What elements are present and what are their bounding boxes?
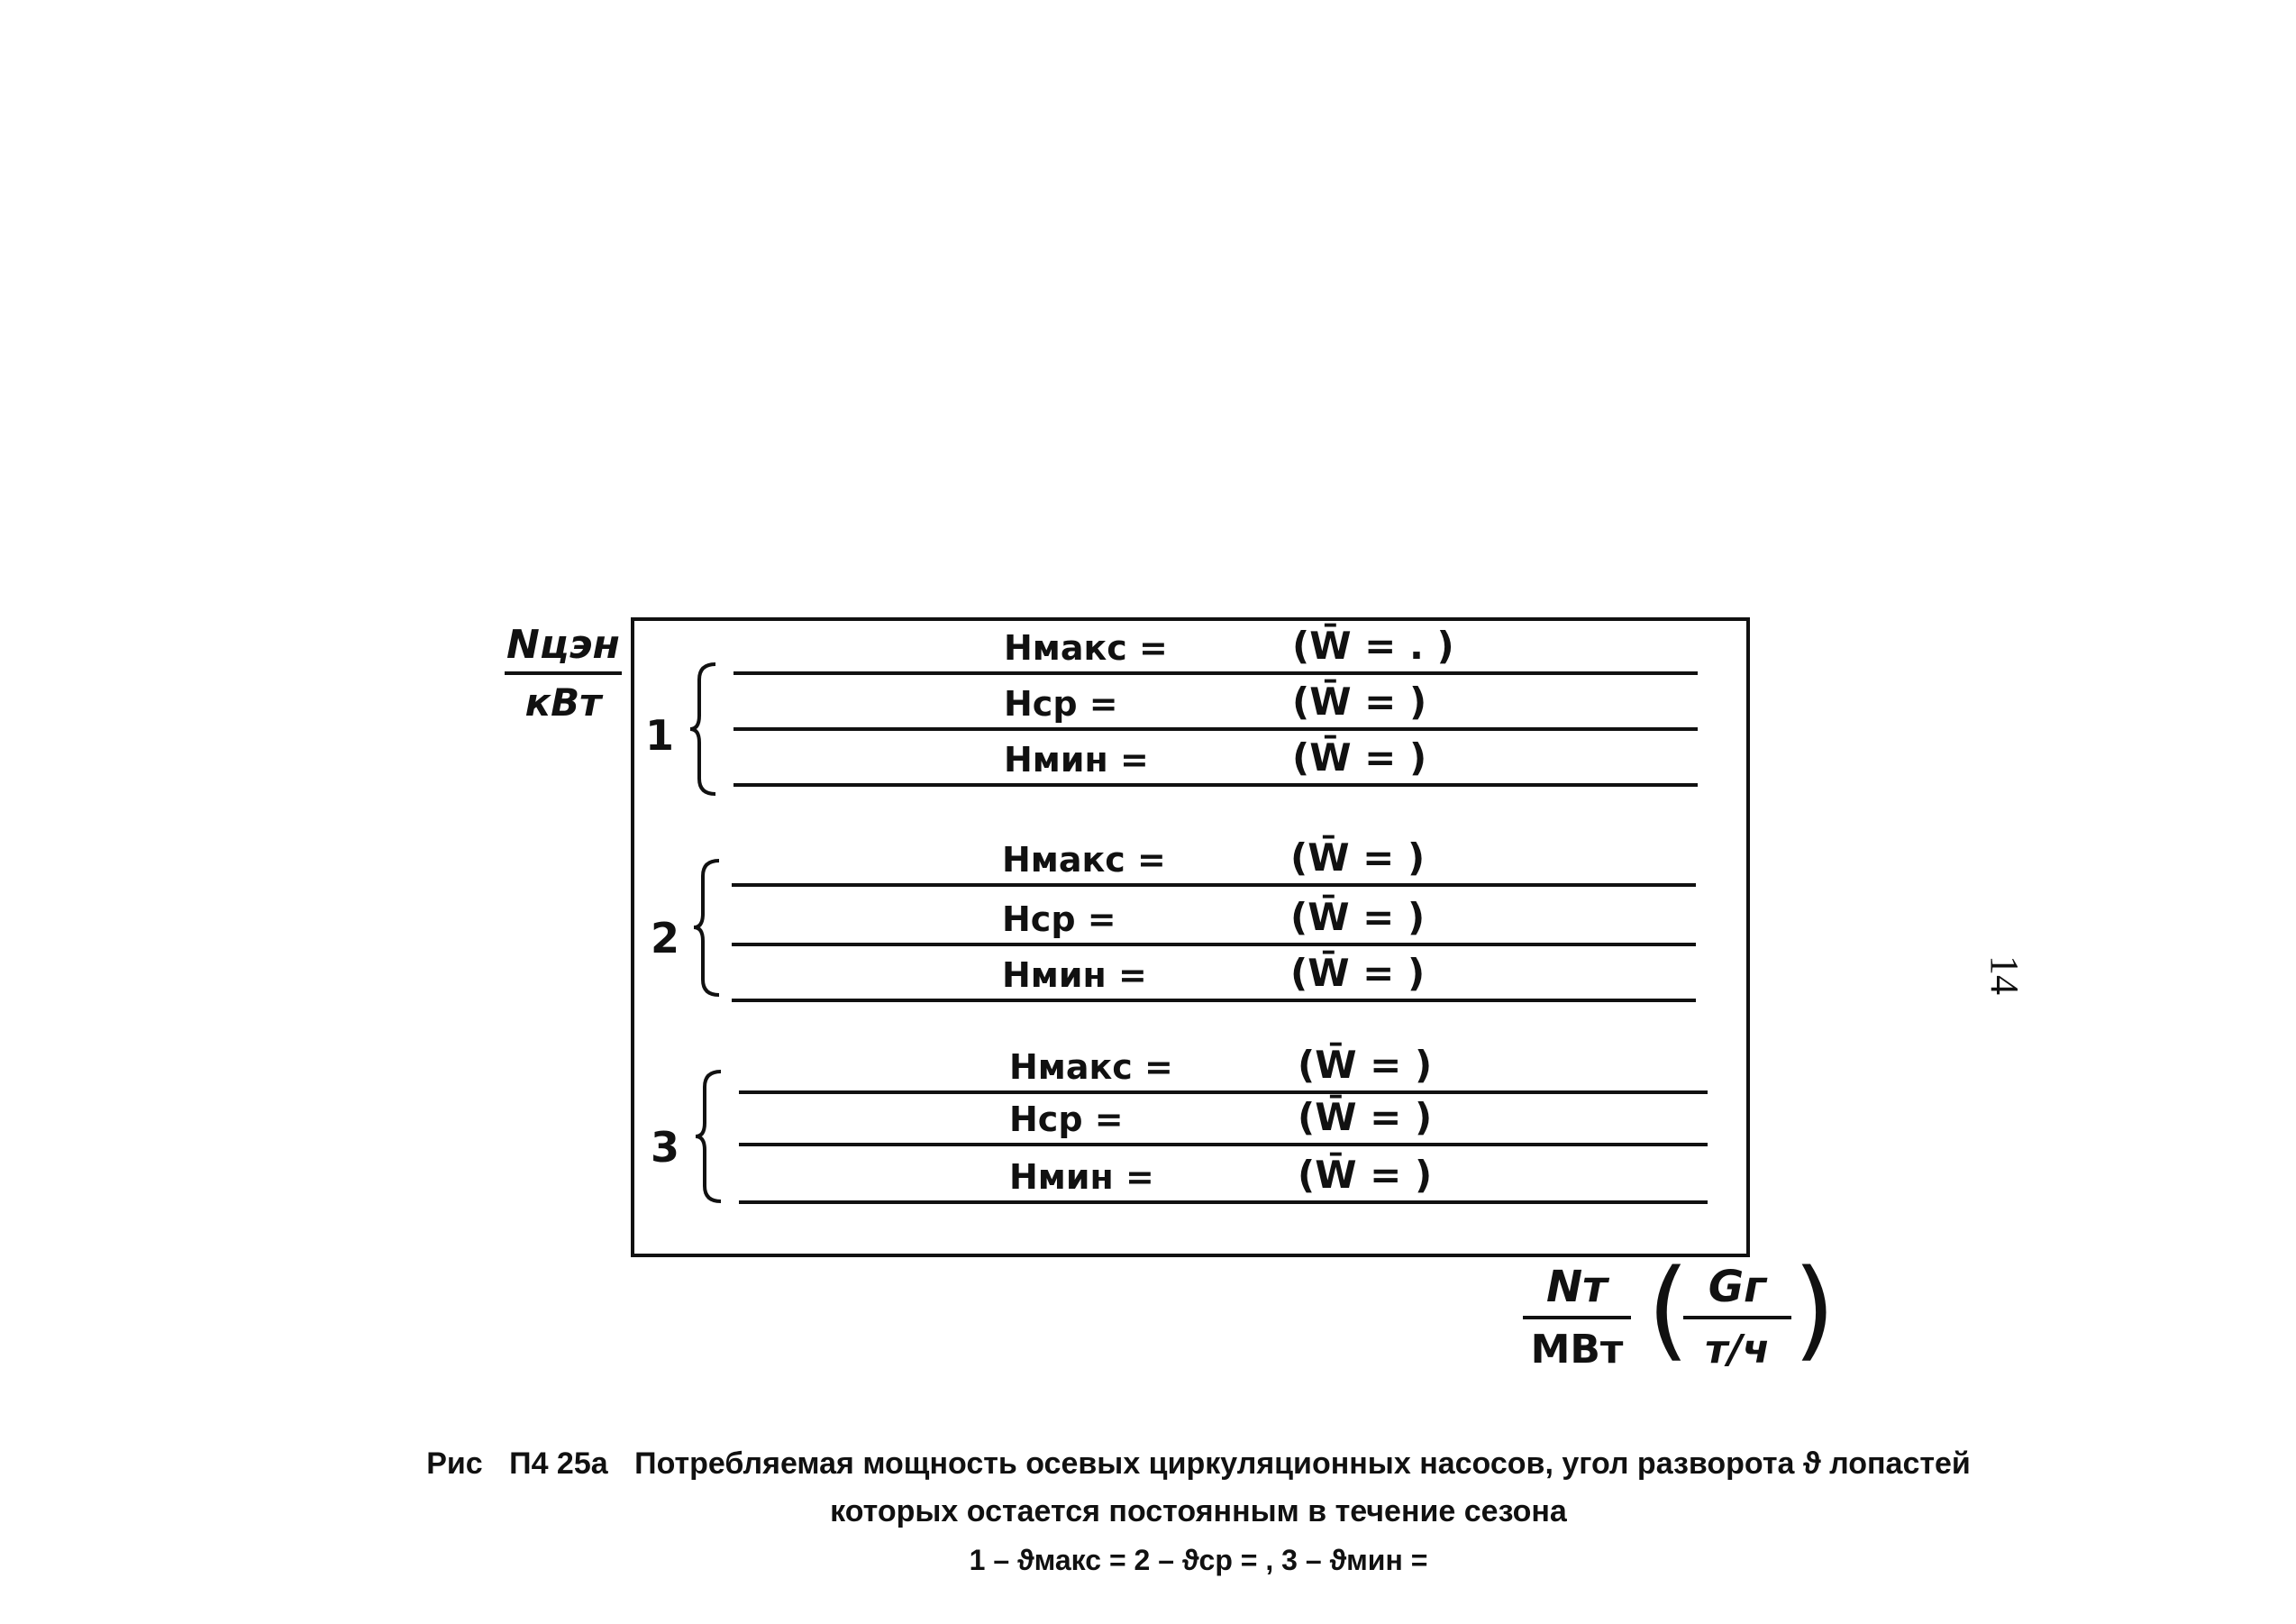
- w-value: (W̄ = ): [1298, 1153, 1433, 1197]
- x-axis-numerator: Nт: [1523, 1262, 1631, 1319]
- row-h-max: [732, 833, 1696, 887]
- curve-line: [733, 671, 1698, 675]
- w-value: (W̄ = ): [1298, 1095, 1433, 1139]
- group-2: [634, 833, 1746, 1013]
- w-value: (W̄ = . ): [1292, 624, 1454, 668]
- right-paren: ): [1793, 1247, 1836, 1373]
- curve-line: [739, 1143, 1708, 1146]
- h-avg-label: Hср =: [1009, 1099, 1124, 1139]
- caption-line-1: [342, 1446, 2055, 1482]
- row-h-max: [733, 621, 1698, 675]
- group-1: [634, 621, 1746, 801]
- w-value: (W̄ = ): [1290, 835, 1426, 880]
- x-axis-denominator: МВт: [1530, 1327, 1624, 1373]
- caption-line-3: 1 – ϑмакс = 2 – ϑср = , 3 – ϑмин =: [969, 1544, 1428, 1576]
- curve-line: [732, 943, 1696, 946]
- h-max-label: Hмакс =: [1004, 628, 1168, 668]
- y-axis-numerator: Nцэн: [505, 622, 622, 675]
- caption-title: Потребляемая мощность осевых циркуляционных насосов, угол разворота ϑ лопастей: [634, 1446, 1971, 1481]
- h-min-label: Hмин =: [1009, 1157, 1154, 1197]
- h-min-label: Hмин =: [1004, 740, 1149, 780]
- h-max-label: Hмакс =: [1002, 840, 1166, 880]
- row-h-min: [739, 1150, 1708, 1204]
- x-axis-alt-denominator: т/ч: [1705, 1327, 1770, 1373]
- h-avg-label: Hср =: [1004, 684, 1118, 724]
- group-number: 1: [645, 711, 675, 760]
- curve-line: [733, 783, 1698, 787]
- w-value: (W̄ = ): [1292, 735, 1427, 780]
- group-number: 3: [651, 1123, 680, 1172]
- row-h-min: [733, 733, 1698, 787]
- row-h-min: [732, 948, 1696, 1002]
- row-h-avg: [739, 1092, 1708, 1146]
- x-axis-label: [1523, 1247, 1847, 1379]
- figure-label: Рис: [426, 1446, 483, 1481]
- figure-caption: [342, 1446, 2055, 1577]
- brace-icon: [692, 858, 724, 998]
- h-avg-label: Hср =: [1002, 899, 1116, 939]
- group-number: 2: [651, 914, 680, 963]
- figure-code: П4 25а: [509, 1446, 608, 1481]
- row-h-avg: [732, 892, 1696, 946]
- caption-line-2: которых остается постоянным в течение сезона: [830, 1494, 1567, 1528]
- h-min-label: Hмин =: [1002, 955, 1147, 995]
- w-value: (W̄ = ): [1290, 895, 1426, 939]
- left-paren: (: [1647, 1247, 1690, 1373]
- w-value: (W̄ = ): [1290, 951, 1426, 995]
- group-3: [634, 1040, 1746, 1220]
- curve-line: [739, 1200, 1708, 1204]
- row-h-avg: [733, 677, 1698, 731]
- x-axis-alt-numerator: Gг: [1683, 1262, 1791, 1319]
- brace-icon: [688, 661, 721, 797]
- diagram-frame: [631, 617, 1750, 1257]
- brace-icon: [694, 1069, 726, 1204]
- x-axis-main-fraction: [1523, 1262, 1631, 1373]
- curve-line: [732, 883, 1696, 887]
- row-h-max: [739, 1040, 1708, 1094]
- page-number: 14: [1982, 955, 2027, 995]
- w-value: (W̄ = ): [1298, 1043, 1433, 1087]
- h-max-label: Hмакс =: [1009, 1047, 1173, 1087]
- w-value: (W̄ = ): [1292, 680, 1427, 724]
- y-axis-label: [505, 622, 622, 725]
- curve-line: [733, 727, 1698, 731]
- y-axis-denominator: кВт: [524, 680, 602, 725]
- x-axis-alt-fraction: [1683, 1262, 1791, 1373]
- curve-line: [732, 999, 1696, 1002]
